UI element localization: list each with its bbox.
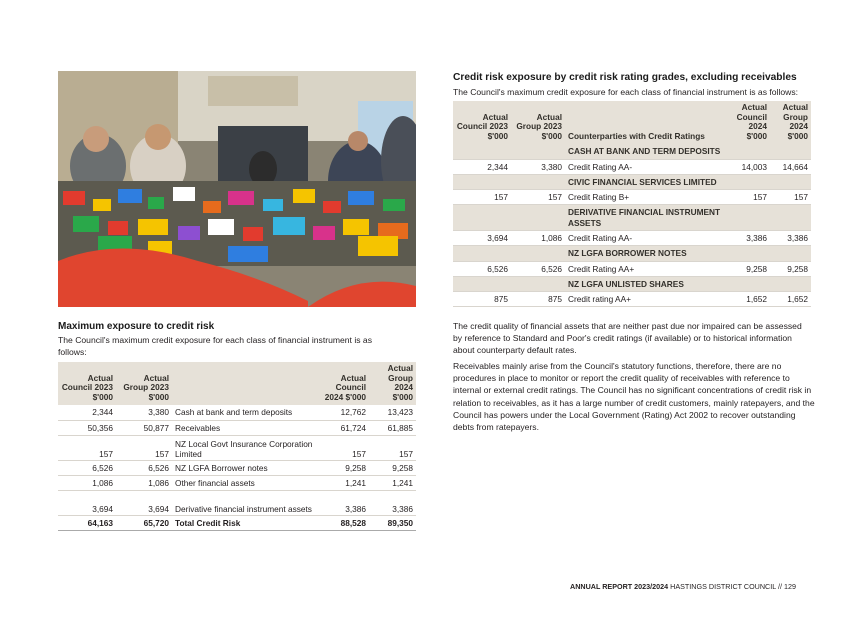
category-label: CASH AT BANK AND TERM DEPOSITS xyxy=(565,144,725,159)
table-row xyxy=(58,460,416,475)
page-footer xyxy=(570,582,796,591)
cell-council-2024: 61,724 xyxy=(319,420,369,435)
cell-group-2023: 50,877 xyxy=(116,420,172,435)
cell-council-2024: 157 xyxy=(725,190,770,205)
max-exposure-description: The Council's maximum credit exposure for each class of financial instrument is as follows: xyxy=(58,335,373,358)
cell-council-2023: 157 xyxy=(58,435,116,460)
header-group-2024: Actual Group 2024 $'000 xyxy=(369,362,416,405)
cell-group-2023: 1,086 xyxy=(511,231,565,246)
header-council-2023: Actual Council 2023 $'000 xyxy=(58,362,116,405)
cell-group-2023: 157 xyxy=(116,435,172,460)
total-group-2024: 89,350 xyxy=(369,515,416,530)
cell-council-2023: 6,526 xyxy=(453,261,511,276)
cell-group-2024: 13,423 xyxy=(369,405,416,420)
cell-group-2023: 3,380 xyxy=(511,159,565,174)
cell-group-2024: 157 xyxy=(369,435,416,460)
credit-rating-title: Credit risk exposure by credit risk rating grades, excluding receivables xyxy=(453,72,797,83)
category-row xyxy=(453,144,811,159)
cell-rating: Credit Rating AA+ xyxy=(565,261,725,276)
table-row xyxy=(453,190,811,205)
photo-lego-workshop xyxy=(58,71,416,307)
cell-council-2023: 50,356 xyxy=(58,420,116,435)
cell-label: Cash at bank and term deposits xyxy=(172,405,319,420)
cell-label: Derivative financial instrument assets xyxy=(172,490,319,515)
cell-council-2023: 6,526 xyxy=(58,460,116,475)
category-row xyxy=(453,276,811,292)
cell-rating: Credit Rating AA- xyxy=(565,159,725,174)
cell-label: NZ LGFA Borrower notes xyxy=(172,460,319,475)
header-counterparties: Counterparties with Credit Ratings xyxy=(565,101,725,144)
cell-group-2024: 1,241 xyxy=(369,475,416,490)
total-council-2023: 64,163 xyxy=(58,515,116,530)
table-row xyxy=(453,231,811,246)
cell-group-2023: 6,526 xyxy=(511,261,565,276)
total-group-2023: 65,720 xyxy=(116,515,172,530)
page-number: 129 xyxy=(783,582,796,591)
max-exposure-table xyxy=(58,362,416,531)
cell-council-2024: 14,003 xyxy=(725,159,770,174)
cell-group-2024: 1,652 xyxy=(770,292,811,307)
cell-group-2023: 3,694 xyxy=(116,490,172,515)
max-exposure-title: Maximum exposure to credit risk xyxy=(58,321,215,332)
cell-label: NZ Local Govt Insurance Corporation Limited xyxy=(172,435,319,460)
category-row xyxy=(453,205,811,231)
cell-council-2024: 9,258 xyxy=(319,460,369,475)
cell-group-2024: 157 xyxy=(770,190,811,205)
total-council-2024: 88,528 xyxy=(319,515,369,530)
cell-rating: Credit rating AA+ xyxy=(565,292,725,307)
total-label: Total Credit Risk xyxy=(172,515,319,530)
cell-group-2023: 157 xyxy=(511,190,565,205)
cell-label: Receivables xyxy=(172,420,319,435)
table-row xyxy=(58,475,416,490)
category-label: CIVIC FINANCIAL SERVICES LIMITED xyxy=(565,174,725,190)
cell-group-2024: 9,258 xyxy=(369,460,416,475)
cell-council-2024: 3,386 xyxy=(725,231,770,246)
cell-council-2023: 2,344 xyxy=(58,405,116,420)
cell-group-2024: 61,885 xyxy=(369,420,416,435)
cell-council-2023: 157 xyxy=(453,190,511,205)
credit-rating-table xyxy=(453,101,811,307)
cell-group-2024: 9,258 xyxy=(770,261,811,276)
cell-council-2023: 1,086 xyxy=(58,475,116,490)
cell-council-2024: 9,258 xyxy=(725,261,770,276)
cell-rating: Credit Rating B+ xyxy=(565,190,725,205)
header-group-2023: Actual Group 2023 $'000 xyxy=(511,101,565,144)
credit-quality-paragraph: The credit quality of financial assets that are neither past due nor impaired can be assessed by reference to Standard and Poor's credit ratings (if available) or to historical information about counterparty default rates. xyxy=(453,321,802,356)
cell-council-2024: 1,652 xyxy=(725,292,770,307)
header-label xyxy=(172,362,319,405)
total-row xyxy=(58,515,416,530)
header-group-2024: Actual Group 2024 $'000 xyxy=(770,101,811,144)
cell-council-2024: 3,386 xyxy=(319,490,369,515)
cell-group-2024: 3,386 xyxy=(369,490,416,515)
cell-group-2023: 875 xyxy=(511,292,565,307)
cell-group-2024: 3,386 xyxy=(770,231,811,246)
cell-group-2023: 1,086 xyxy=(116,475,172,490)
credit-rating-description: The Council's maximum credit exposure for each class of financial instrument is as follows: xyxy=(453,87,799,97)
header-council-2024: Actual Council 2024 $'000 xyxy=(319,362,369,405)
table-row xyxy=(58,405,416,420)
cell-council-2023: 2,344 xyxy=(453,159,511,174)
cell-group-2024: 14,664 xyxy=(770,159,811,174)
category-label: NZ LGFA UNLISTED SHARES xyxy=(565,276,725,292)
table-row xyxy=(58,490,416,515)
table-row xyxy=(453,292,811,307)
cell-group-2023: 6,526 xyxy=(116,460,172,475)
category-label: NZ LGFA BORROWER NOTES xyxy=(565,246,725,262)
cell-council-2024: 157 xyxy=(319,435,369,460)
receivables-paragraph: Receivables mainly arise from the Council's statutory functions, therefore, there are no procedures in place to monitor or report the credit quality of receivables with reference to internal or external credit ratings. The Council has no significant concentrations of credit risk in relation to receivables, as it has a large number of credit customers, mainly ratepayers, and the Council has powers under the Local Government (Rating) Act 2002 to recover outstanding debts from ratepayers. xyxy=(453,361,815,433)
header-group-2023: Actual Group 2023 $'000 xyxy=(116,362,172,405)
footer-org: HASTINGS DISTRICT COUNCIL xyxy=(670,582,776,591)
header-council-2024: Actual Council 2024 $'000 xyxy=(725,101,770,144)
category-row xyxy=(453,246,811,262)
table-row xyxy=(58,435,416,460)
cell-council-2024: 12,762 xyxy=(319,405,369,420)
table-row xyxy=(58,420,416,435)
footer-separator: // xyxy=(777,582,782,591)
cell-label: Other financial assets xyxy=(172,475,319,490)
cell-group-2023: 3,380 xyxy=(116,405,172,420)
category-label: DERIVATIVE FINANCIAL INSTRUMENT ASSETS xyxy=(565,205,725,231)
table-row xyxy=(453,159,811,174)
cell-council-2023: 875 xyxy=(453,292,511,307)
cell-council-2023: 3,694 xyxy=(58,490,116,515)
footer-report-title: ANNUAL REPORT 2023/2024 xyxy=(570,582,669,591)
category-row xyxy=(453,174,811,190)
cell-rating: Credit Rating AA- xyxy=(565,231,725,246)
table-row xyxy=(453,261,811,276)
cell-council-2023: 3,694 xyxy=(453,231,511,246)
header-council-2023: Actual Council 2023 $'000 xyxy=(453,101,511,144)
cell-council-2024: 1,241 xyxy=(319,475,369,490)
